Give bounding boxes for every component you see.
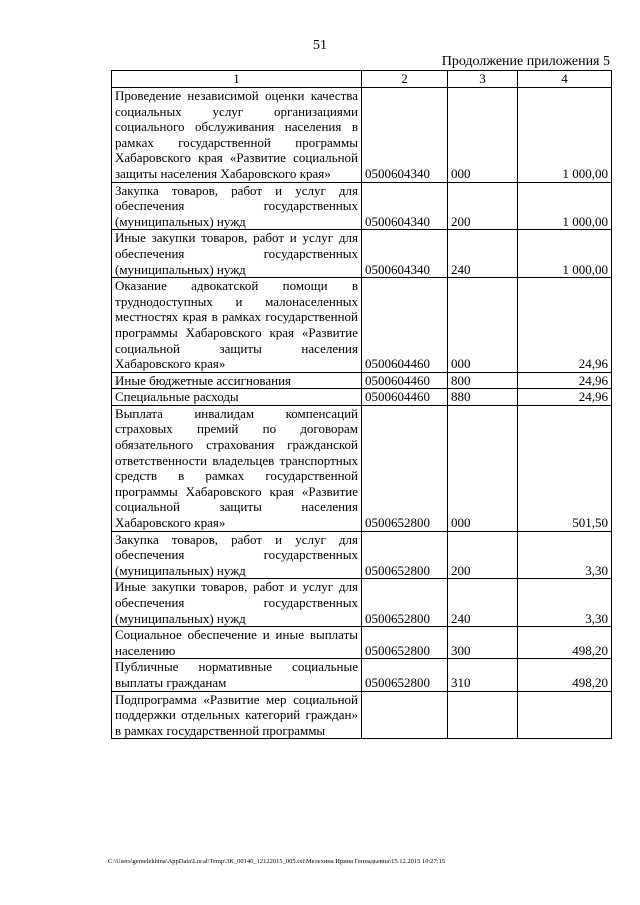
row-amount [518,691,612,739]
table-row [112,88,612,183]
row-amount: 1 000,00 [518,230,612,278]
row-expense-type: 200 [448,531,518,579]
row-target-code: 0500604460 [362,278,448,373]
row-target-code: 0500604340 [362,88,448,183]
table-row [112,691,612,739]
table-row [112,659,612,691]
row-target-code: 0500604460 [362,372,448,389]
row-expense-type: 300 [448,627,518,659]
row-target-code: 0500652800 [362,405,448,531]
row-description: Социальное обеспечение и иные выплаты населению [112,627,362,659]
page-number: 51 [313,38,327,53]
row-expense-type: 000 [448,405,518,531]
table-header-row [112,71,612,88]
row-target-code: 0500604460 [362,389,448,406]
row-target-code: 0500652800 [362,531,448,579]
row-amount: 1 000,00 [518,182,612,230]
row-expense-type [448,691,518,739]
table-row [112,579,612,627]
row-expense-type: 000 [448,278,518,373]
row-description: Закупка товаров, работ и услуг для обеспечения государственных (муниципальных) нужд [112,182,362,230]
header-col-4: 4 [518,71,612,88]
table-row [112,278,612,373]
row-amount: 1 000,00 [518,88,612,183]
row-target-code: 0500604340 [362,230,448,278]
row-description: Специальные расходы [112,389,362,406]
row-expense-type: 310 [448,659,518,691]
table-row [112,531,612,579]
row-target-code: 0500652800 [362,627,448,659]
row-description: Иные бюджетные ассигнования [112,372,362,389]
header-col-1: 1 [112,71,362,88]
table-row [112,230,612,278]
row-amount: 501,50 [518,405,612,531]
table-row [112,627,612,659]
row-target-code: 0500604340 [362,182,448,230]
row-amount: 498,20 [518,659,612,691]
row-amount: 3,30 [518,579,612,627]
row-description: Закупка товаров, работ и услуг для обеспечения государственных (муниципальных) нужд [112,531,362,579]
row-target-code: 0500652800 [362,659,448,691]
row-expense-type: 880 [448,389,518,406]
header-col-2: 2 [362,71,448,88]
header-col-3: 3 [448,71,518,88]
row-expense-type: 240 [448,230,518,278]
row-description: Выплата инвалидам компенсаций страховых премий по договорам обязательного страхования гражданской ответственности владельцев транспортных средств в рамках государственной программы Хабаровского края «Развитие социальной защиты населения Хабаровского края» [112,405,362,531]
row-expense-type: 240 [448,579,518,627]
row-description: Публичные нормативные социальные выплаты гражданам [112,659,362,691]
row-amount: 24,96 [518,372,612,389]
footer-path: C:\Users\gemelekhina\AppData\Local\Temp\3K_00146_12122015_005.txt\Мелехина Ирина Геннадьевна\15.12.2015 10:27:15 [108,858,446,865]
table-row [112,372,612,389]
budget-table [111,70,612,739]
row-expense-type: 200 [448,182,518,230]
row-amount: 3,30 [518,531,612,579]
row-amount: 24,96 [518,278,612,373]
table-row [112,182,612,230]
row-description: Подпрограмма «Развитие мер социальной поддержки отдельных категорий граждан» в рамках государственной программы [112,691,362,739]
row-expense-type: 000 [448,88,518,183]
row-description: Иные закупки товаров, работ и услуг для обеспечения государственных (муниципальных) нужд [112,230,362,278]
row-description: Проведение независимой оценки качества социальных услуг организациями социального обслуживания населения в рамках государственной программы Хабаровского края «Развитие социальной защиты населения Хабаровского края» [112,88,362,183]
row-description: Оказание адвокатской помощи в труднодоступных и малонаселенных местностях края в рамках государственной программы Хабаровского края «Развитие социальной защиты населения Хабаровского края» [112,278,362,373]
row-expense-type: 800 [448,372,518,389]
table-row [112,389,612,406]
row-target-code: 0500652800 [362,579,448,627]
row-amount: 24,96 [518,389,612,406]
table-row [112,405,612,531]
continuation-label: Продолжение приложения 5 [441,54,610,69]
row-description: Иные закупки товаров, работ и услуг для обеспечения государственных (муниципальных) нужд [112,579,362,627]
row-amount: 498,20 [518,627,612,659]
row-target-code [362,691,448,739]
